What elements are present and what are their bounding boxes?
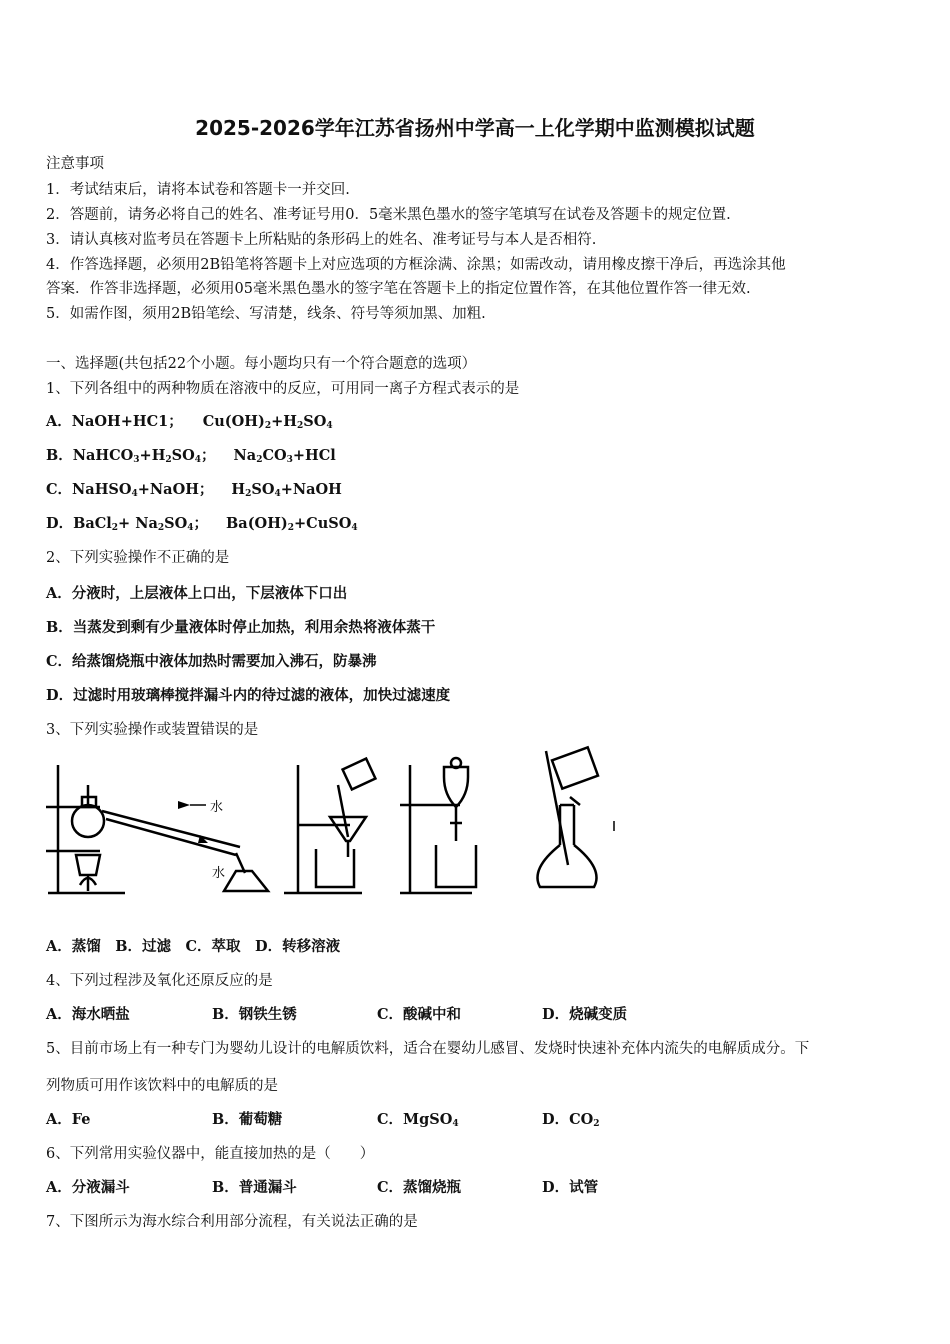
page-title: 2025-2026学年江苏省扬州中学高一上化学期中监测模拟试题 [195, 116, 755, 140]
filtration-apparatus [284, 759, 375, 893]
question-2-option-c: C．给蒸馏烧瓶中液体加热时需要加入沸石，防暴沸 [46, 653, 377, 670]
question-5-option-d: D．$CO_2$ [542, 1111, 600, 1129]
question-4-option-a: A．海水晒盐 [46, 1006, 130, 1023]
question-5-option-c: C．MgSO$_4$ [377, 1111, 459, 1129]
question-1-option-b: B．$NaHCO_3+H_2SO_4$； $Na_2CO_3+HCl$ [46, 447, 336, 465]
question-6-option-d: D．试管 [542, 1179, 599, 1196]
question-6-option-a: A．分液漏斗 [46, 1179, 130, 1196]
question-4-stem: 4、下列过程涉及氧化还原反应的是 [46, 973, 273, 989]
question-3-options: A．蒸馏 B．过滤 C．萃取 D．转移溶液 [46, 938, 341, 955]
question-2-option-a: A．分液时，上层液体上口出，下层液体下口出 [46, 585, 348, 602]
question-5-option-a: A．Fe [46, 1111, 91, 1128]
question-3-stem: 3、下列实验操作或装置错误的是 [46, 722, 259, 738]
question-6-stem: 6、下列常用实验仪器中，能直接加热的是（ ） [46, 1146, 375, 1162]
notice-item: 1．考试结束后，请将本试卷和答题卡一并交回. [46, 182, 350, 198]
question-4-option-b: B．钢铁生锈 [212, 1006, 297, 1023]
notice-item: 2．答题前，请务必将自己的姓名、准考证号用0．5毫米黑色墨水的签字笔填写在试卷及答题卡的规定位置. [46, 207, 731, 223]
question-1-option-a: A．NaOH+HC1； $Cu(OH)_2+H_2SO_4$ [46, 413, 333, 431]
section-heading: 一、选择题(共包括22个小题。每小题均只有一个符合题意的选项） [46, 356, 477, 372]
question-4-option-c: C．酸碱中和 [377, 1006, 462, 1023]
notice-heading: 注意事项 [46, 156, 104, 172]
water-inlet-label: 水 [210, 800, 224, 815]
question-1-option-d: D．BaCl$_2$+ $Na_2SO_4$； $Ba(OH)_2+CuSO_4$ [46, 515, 358, 533]
question-5-option-b: B．葡萄糖 [212, 1111, 283, 1128]
distillation-apparatus [46, 765, 268, 893]
question-1-option-c: C．NaHSO$_4$+NaOH； $H_2SO_4+NaOH$ [46, 481, 342, 499]
transfer-solution-apparatus [538, 747, 598, 887]
question-2-option-b: B．当蒸发到剩有少量液体时停止加热，利用余热将液体蒸干 [46, 619, 436, 636]
question-2-option-d: D．过滤时用玻璃棒搅拌漏斗内的待过滤的液体，加快过滤速度 [46, 687, 451, 704]
question-6-option-b: B．普通漏斗 [212, 1179, 297, 1196]
notice-item: 3．请认真核对监考员在答题卡上所粘贴的条形码上的姓名、准考证号与本人是否相符. [46, 232, 597, 248]
question-6-option-c: C．蒸馏烧瓶 [377, 1179, 462, 1196]
question-4-option-d: D．烧碱变质 [542, 1006, 628, 1023]
lab-apparatus-figure [40, 745, 630, 900]
extraction-apparatus [400, 758, 476, 893]
notice-item: 5．如需作图，须用2B铅笔绘、写清楚，线条、符号等须加黑、加粗. [46, 306, 486, 322]
question-5-stem: 5、目前市场上有一种专门为婴幼儿设计的电解质饮料，适合在婴幼儿感冒、发烧时快速补充体内流失的电解质成分。下 [46, 1041, 810, 1057]
water-outlet-label: 水 [212, 866, 226, 881]
question-5-stem-cont: 列物质可用作该饮料中的电解质的是 [46, 1078, 278, 1094]
notice-item: 4．作答选择题，必须用2B铅笔将答题卡上对应选项的方框涂满、涂黑；如需改动，请用橡皮擦干净后，再选涂其他 [46, 257, 786, 273]
question-1-stem: 1、下列各组中的两种物质在溶液中的反应，可用同一离子方程式表示的是 [46, 381, 520, 397]
question-2-stem: 2、下列实验操作不正确的是 [46, 550, 230, 566]
question-7-stem: 7、下图所示为海水综合利用部分流程，有关说法正确的是 [46, 1214, 418, 1230]
notice-item: 答案．作答非选择题，必须用05毫米黑色墨水的签字笔在答题卡上的指定位置作答，在其他位置作答一律无效. [46, 281, 751, 297]
